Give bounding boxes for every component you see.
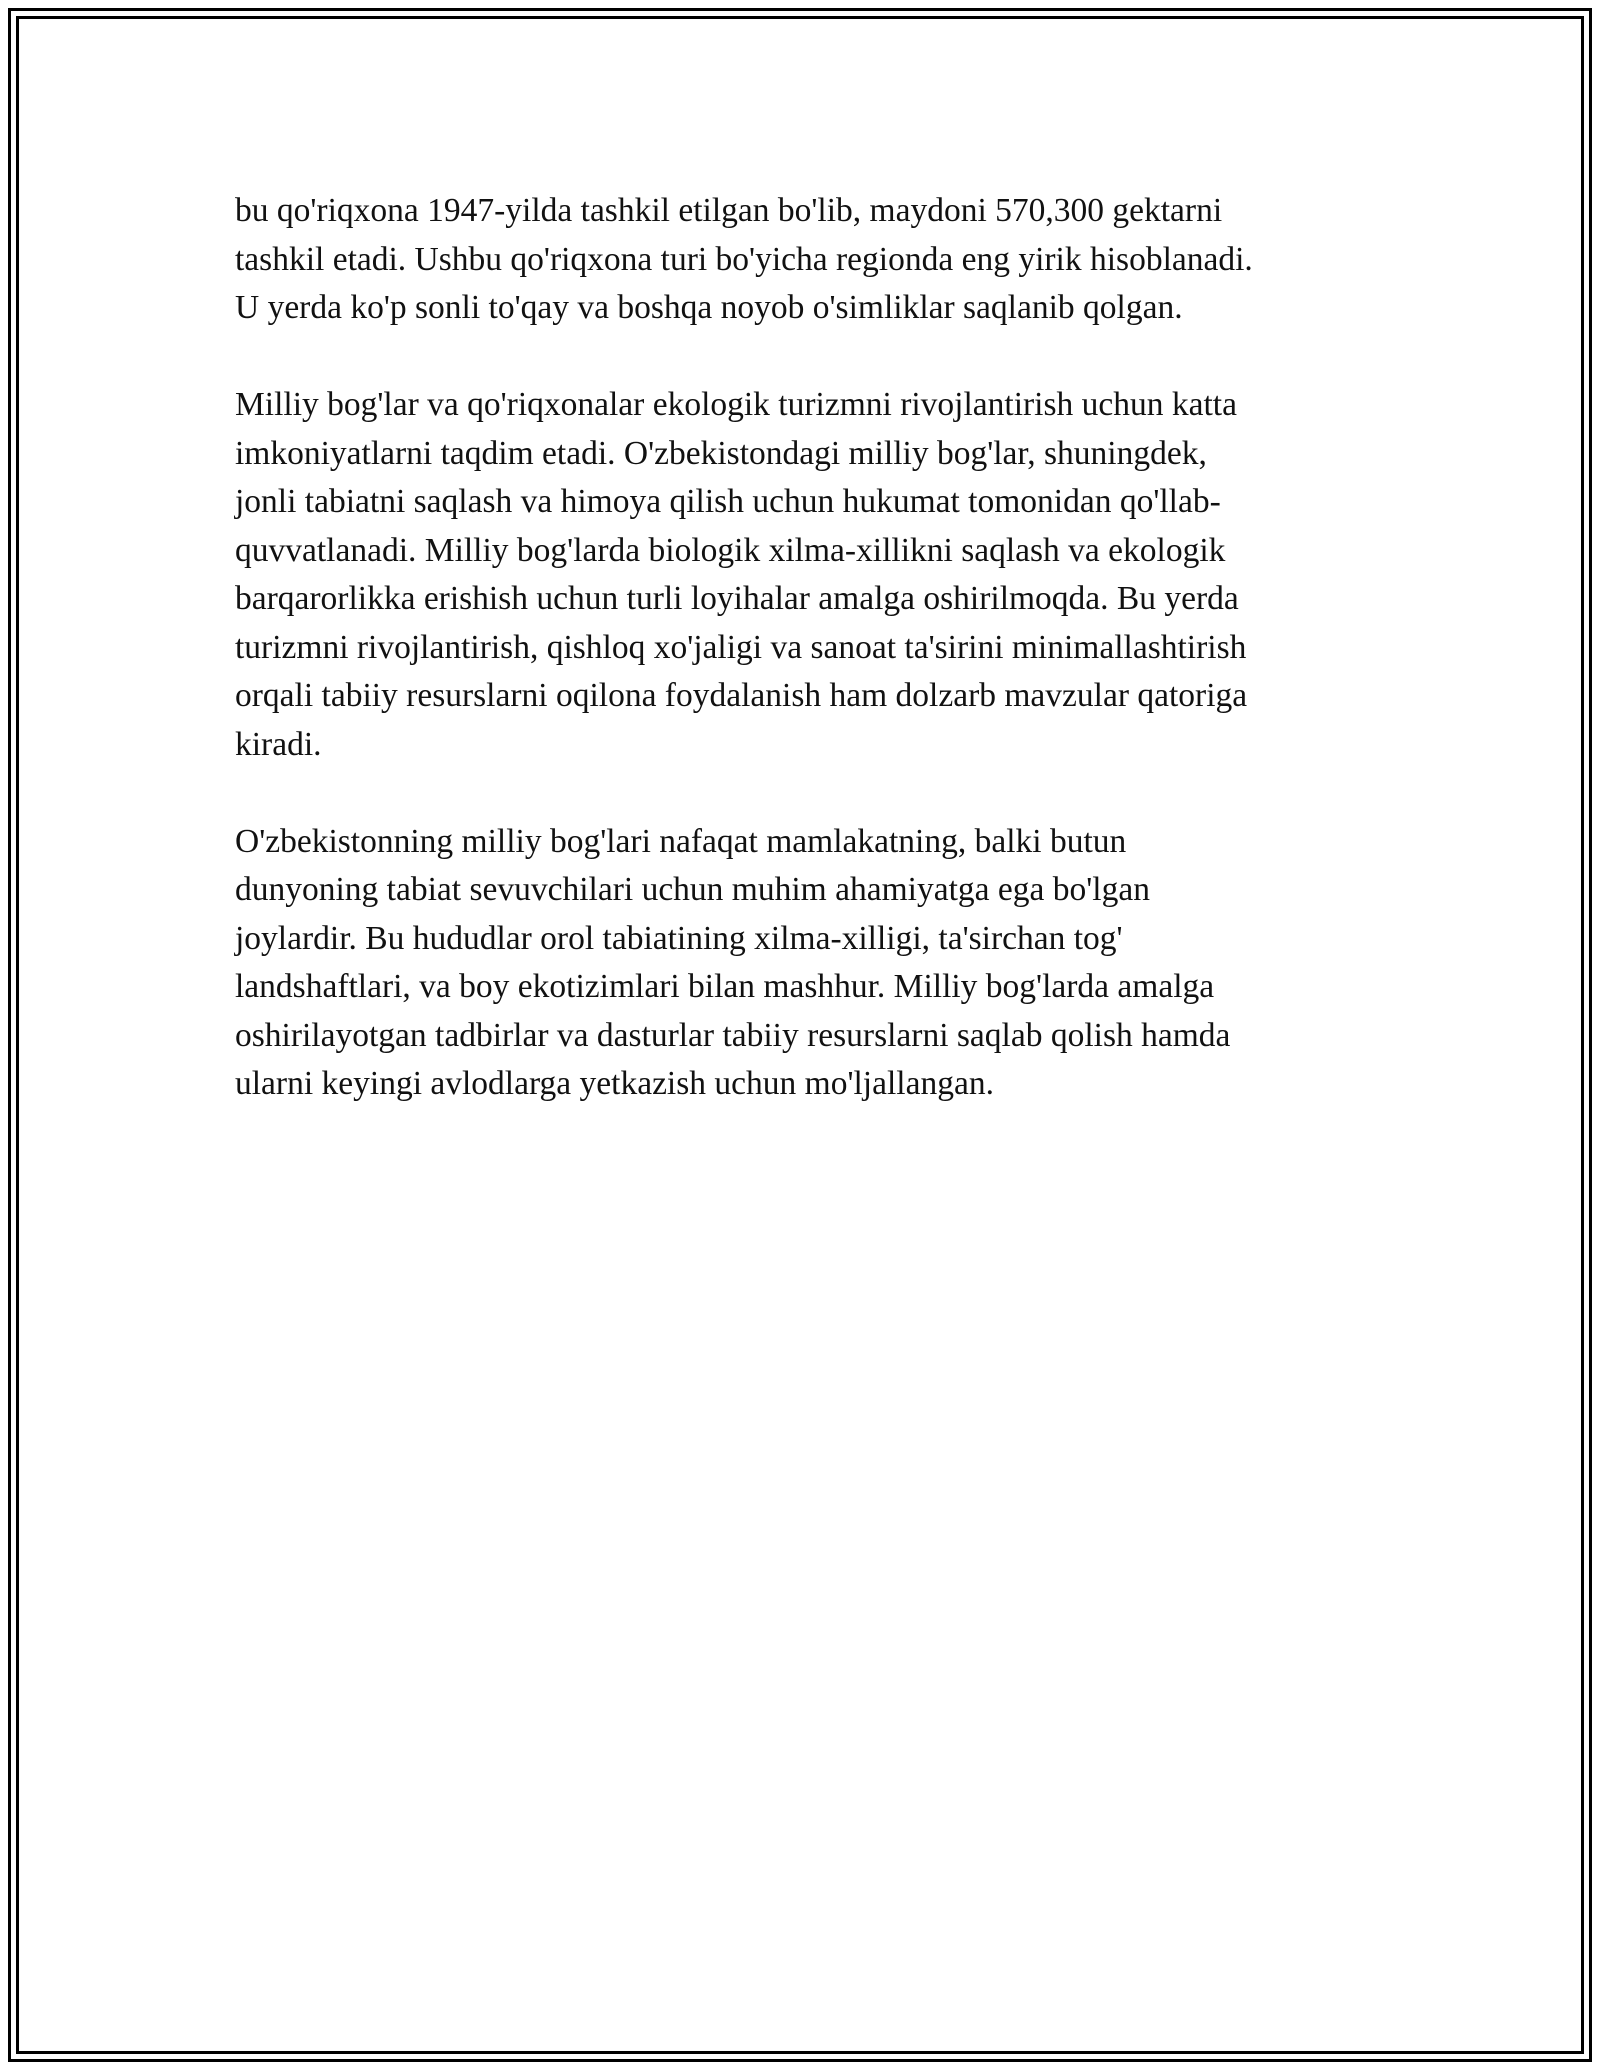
text-line: barqarorlikka erishish uchun turli loyihalar amalga oshirilmoqda. Bu yerda <box>235 580 1239 617</box>
paragraph-3 <box>235 818 1365 1109</box>
text-line: turizmni rivojlantirish, qishloq xo'jaligi va sanoat ta'sirini minimallashtirish <box>235 628 1247 666</box>
text-line: bu qo'riqxona 1947-yilda tashkil etilgan bo'lib, maydoni 570,300 gektarni <box>235 192 1223 229</box>
text-line: dunyoning tabiat sevuvchilari uchun muhim ahamiyatga ega bo'lgan <box>235 871 1150 908</box>
text-line: Milliy bog'lar va qo'riqxonalar ekologik turizmni rivojlantirish uchun katta <box>235 386 1237 423</box>
text-line: kiradi. <box>235 725 322 763</box>
paragraph-1 <box>235 187 1365 333</box>
paragraph-2 <box>235 381 1365 769</box>
text-line: O'zbekistonning milliy bog'lari nafaqat mamlakatning, balki butun <box>235 822 1127 860</box>
text-line: ularni keyingi avlodlarga yetkazish uchun mo'ljallangan. <box>235 1065 994 1102</box>
text-line: orqali tabiiy resurslarni oqilona foydalanish ham dolzarb mavzular qatoriga <box>235 677 1248 714</box>
document-body <box>235 187 1365 1157</box>
text-line: jonli tabiatni saqlash va himoya qilish uchun hukumat tomonidan qo'llab- <box>235 483 1221 520</box>
text-line: tashkil etadi. Ushbu qo'riqxona turi bo'yicha regionda eng yirik hisoblanadi. <box>235 240 1253 278</box>
text-line: quvvatlanadi. Milliy bog'larda biologik xilma-xillikni saqlash va ekologik <box>235 531 1226 569</box>
text-line: landshaftlari, va boy ekotizimlari bilan mashhur. Milliy bog'larda amalga <box>235 968 1215 1005</box>
text-line: U yerda ko'p sonli to'qay va boshqa noyob o'simliklar saqlanib qolgan. <box>235 289 1183 326</box>
text-line: imkoniyatlarni taqdim etadi. O'zbekistondagi milliy bog'lar, shuningdek, <box>235 434 1207 472</box>
text-line: oshirilayotgan tadbirlar va dasturlar tabiiy resurslarni saqlab qolish hamda <box>235 1016 1231 1054</box>
text-line: joylardir. Bu hududlar orol tabiatining xilma-xilligi, ta'sirchan tog' <box>235 919 1123 957</box>
